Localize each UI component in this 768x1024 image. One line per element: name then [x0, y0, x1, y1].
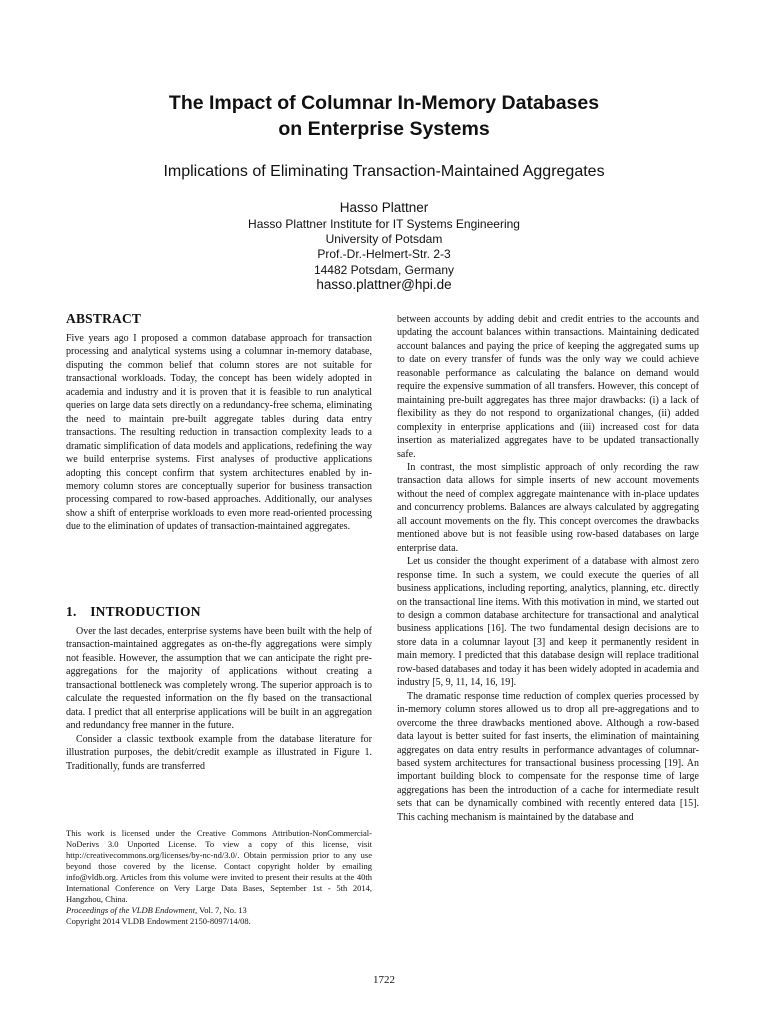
introduction-section: [66, 604, 372, 773]
left-column: [66, 311, 372, 534]
affiliation-line: University of Potsdam: [325, 232, 443, 247]
author-affiliation: [0, 217, 768, 278]
introduction-heading: 1. INTRODUCTION: [66, 604, 201, 619]
page-number: 1722: [373, 974, 395, 986]
intro-paragraph: Over the last decades, enterprise systems have been built with the help of transaction-maintained aggregates as on-the-fly aggregations were simply not feasible. However, the assumption that we can anticipate the right pre-aggregations for the majority of applications without creating a transactional bottleneck was completely wrong. The superior approach is to calculate the requested information on the fly based on the transactional data. I predict that all enterprise applications will be built in an aggregation and redundancy free manner in the future.: [66, 626, 372, 732]
body-paragraph: The dramatic response time reduction of complex queries processed by in-memory column stores allowed us to drop all pre-aggregations and to overcome the three drawbacks mentioned above. Although a row-based data layout is better suited for fast inserts, the elimination of maintaining aggregates on data entry results in performance advantages of columnar-based system architectures for transactional business processing [19]. An important building block to compensate for the response time of large aggregations has been the introduction of a cache for intermediate result sets that can be dynamically combined with recently entered data [15]. This caching mechanism is maintained by the database and: [397, 690, 699, 823]
body-paragraph: between accounts by adding debit and credit entries to the accounts and updating the account balances within transactions. Maintaining dedicated account balances and paying the price of keeping the aggregated sums up to date on every transfer of funds was the only way we could achieve reasonable performance as calculating the balance on demand would require the expensive summation of all transfers. However, this concept of maintaining pre-built aggregates has three major drawbacks: (i) a lack of flexibility as they do not respond to organizational changes, (ii) added complexity in enterprise applications and (iii) increased cost for data insertion as materialized aggregates have to be updated transactionally safe.: [397, 314, 699, 460]
affiliation-line: 14482 Potsdam, Germany: [313, 262, 455, 277]
license-text: This work is licensed under the Creative Commons Attribution-NonCommercial-NoDerivs 3.0 Unported License. To view a copy of this license, visit http://creativecommons.org/licenses/by-nc-nd/3.0/. Obtain permission prior to any use beyond those covered by the license. Contact copyright holder by emailing info@vldb.org. Articles from this volume were invited to present their results at the 40th International Conference on Very Large Data Bases, September 1st - 5th 2014, Hangzhou, China.: [66, 828, 372, 904]
copyright-line: Copyright 2014 VLDB Endowment 2150-8097/14/08.: [66, 916, 251, 926]
proceedings-name: Proceedings of the VLDB Endowment,: [66, 905, 198, 915]
body-paragraph: In contrast, the most simplistic approach of only recording the raw transaction data allows for simple inserts of new account movements without the need of complex aggregate maintenance with in-place updates and concurrency problems. Balances are always calculated by aggregating all account movements on the fly. This concept overcomes the drawbacks mentioned above but is not feasible using row-based databases on large enterprise data.: [397, 461, 699, 554]
license-footnote: [66, 828, 372, 927]
title-line-1: The Impact of Columnar In-Memory Databases: [168, 92, 600, 114]
affiliation-line: Hasso Plattner Institute for IT Systems Engineering: [248, 217, 520, 231]
title-line-2: on Enterprise Systems: [278, 118, 490, 140]
affiliation-line: Prof.-Dr.-Helmert-Str. 2-3: [317, 247, 451, 262]
proceedings-volume: Vol. 7, No. 13: [199, 905, 247, 915]
abstract-text: Five years ago I proposed a common database approach for transaction processing and analytical systems using a columnar in-memory database, disputing the common belief that column stores are not suitable for transactional workloads. Today, the concept has been widely adopted in academia and industry and it is proven that it is feasible to run analytical queries on large data sets directly on a redundancy-free schema, eliminating the need to maintain pre-built aggregate tables during data entry transactions. The resulting reduction in transaction complexity leads to a dramatic simplification of data models and applications, redefining the way we build enterprise systems. First analyses of productive applications adopting this concept confirm that system architectures enabled by in-memory column stores are conceptually superior for business transaction processing compared to row-based approaches. Additionally, our analyses show a shift of enterprise workloads to even more read-oriented processing due to the elimination of updates of transaction-maintained aggregates.: [66, 333, 372, 533]
abstract-heading: ABSTRACT: [66, 311, 142, 326]
paper-title: [0, 90, 768, 142]
author-email: hasso.plattner@hpi.de: [316, 277, 452, 292]
paper-subtitle: Implications of Eliminating Transaction-Maintained Aggregates: [163, 163, 605, 180]
body-paragraph: Let us consider the thought experiment of a database with almost zero response time. In such a system, we could execute the queries of all business applications, including reporting, analytics, planning, etc. directly on the transactional line items. With this motivation in mind, we started out to design a common database architecture for transactional and analytical business applications [16]. The two fundamental design decisions are to store data in a columnar layout [3] and keep it permanently resident in main memory. I predicted that this database design will replace traditional row-based databases and today it has been widely adopted in academia and industry [5, 9, 11, 14, 16, 19].: [397, 556, 699, 689]
author-name: Hasso Plattner: [339, 200, 429, 215]
intro-paragraph: Consider a classic textbook example from the database literature for illustration purposes, the debit/credit example as illustrated in Figure 1. Traditionally, funds are transferred: [66, 733, 372, 772]
right-column: [397, 313, 699, 824]
